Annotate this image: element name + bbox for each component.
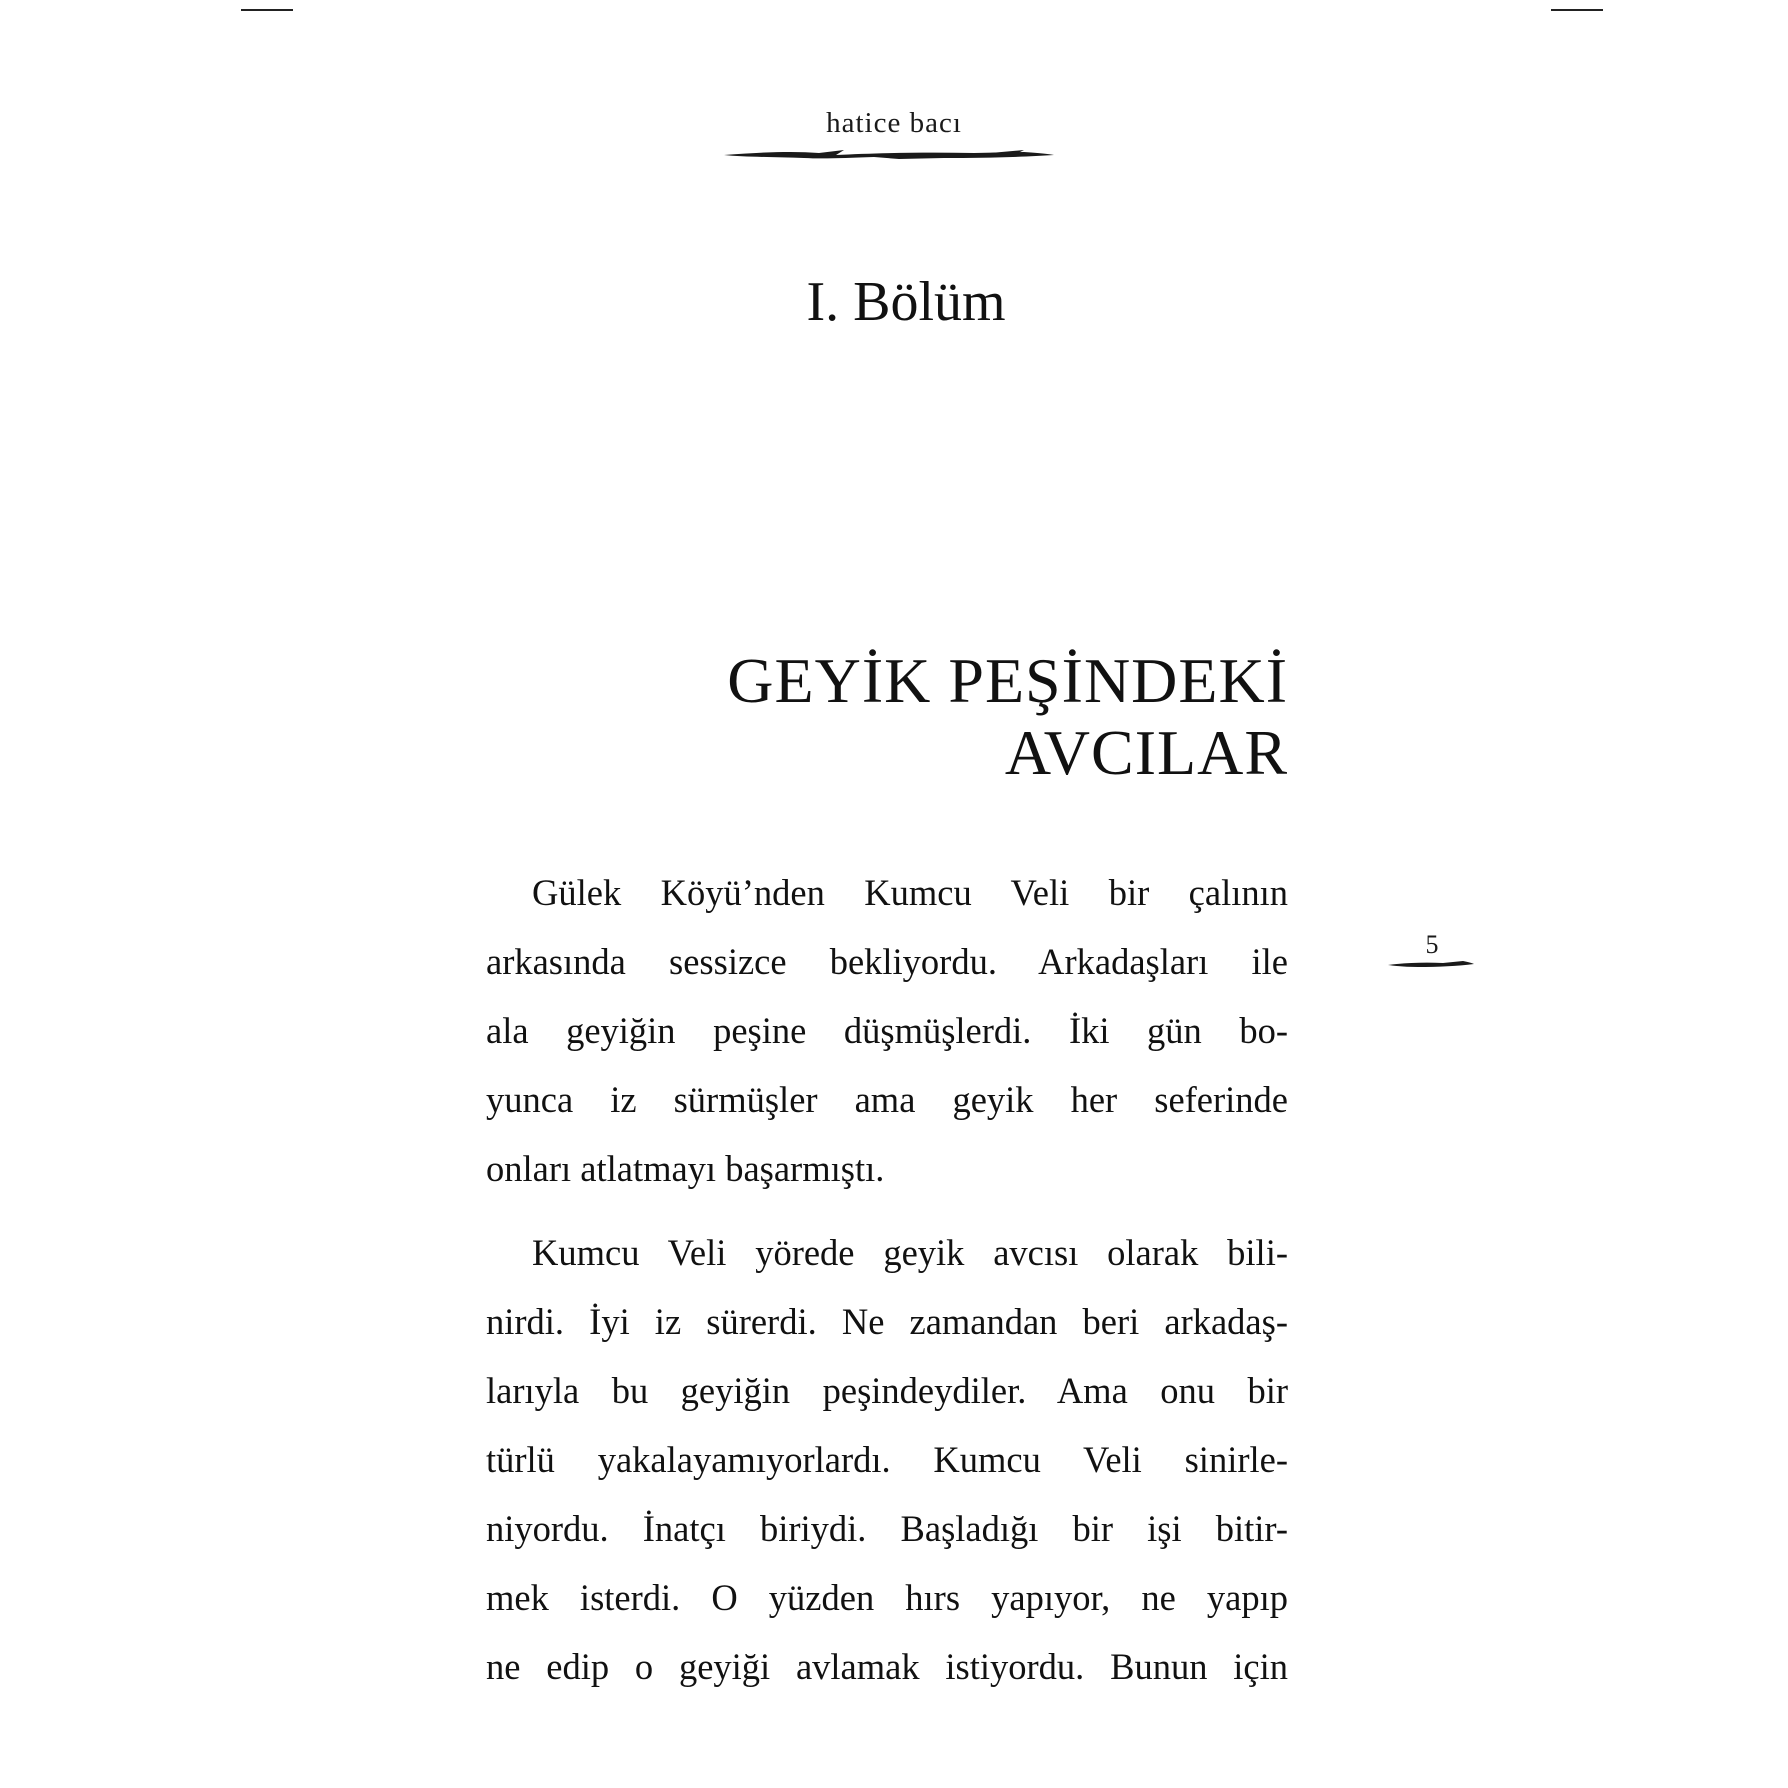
paragraph [486, 1218, 1288, 1701]
chapter-title [600, 645, 1288, 789]
crop-mark-left [241, 9, 293, 11]
chapter-title-line: GEYİK PEŞİNDEKİ [727, 645, 1288, 716]
text-line: larıyla bu geyiğin peşindeydiler. Ama onu bir [486, 1370, 1288, 1411]
text-line: onları atlatmayı başarmıştı. [486, 1148, 885, 1189]
crop-mark-right [1551, 9, 1603, 11]
text-line: niyordu. İnatçı biriydi. Başladığı bir işi bitir- [486, 1508, 1288, 1549]
running-header: hatice bacı [826, 107, 962, 139]
text-line: Kumcu Veli yörede geyik avcısı olarak bili- [532, 1232, 1288, 1273]
text-line: Gülek Köyü’nden Kumcu Veli bir çalının [532, 872, 1288, 913]
paragraph [486, 858, 1288, 1203]
text-line: nirdi. İyi iz sürerdi. Ne zamandan beri arkadaş- [486, 1301, 1288, 1342]
page-number-ornament [1388, 958, 1474, 970]
chapter-title-line: AVCILAR [1004, 717, 1288, 788]
text-line: mek isterdi. O yüzden hırs yapıyor, ne yapıp [486, 1577, 1288, 1618]
text-line: yunca iz sürmüşler ama geyik her seferinde [486, 1079, 1288, 1120]
page-number: 5 [1425, 930, 1439, 959]
body-text [486, 858, 1288, 1701]
header-ornament [724, 146, 1054, 164]
chapter-label: I. Bölüm [806, 271, 1006, 333]
text-line: türlü yakalayamıyorlardı. Kumcu Veli sinirle- [486, 1439, 1288, 1480]
text-line: ne edip o geyiği avlamak istiyordu. Bunun için [486, 1646, 1288, 1687]
text-line: ala geyiğin peşine düşmüşlerdi. İki gün bo- [486, 1010, 1288, 1051]
text-line: arkasında sessizce bekliyordu. Arkadaşları ile [486, 941, 1288, 982]
